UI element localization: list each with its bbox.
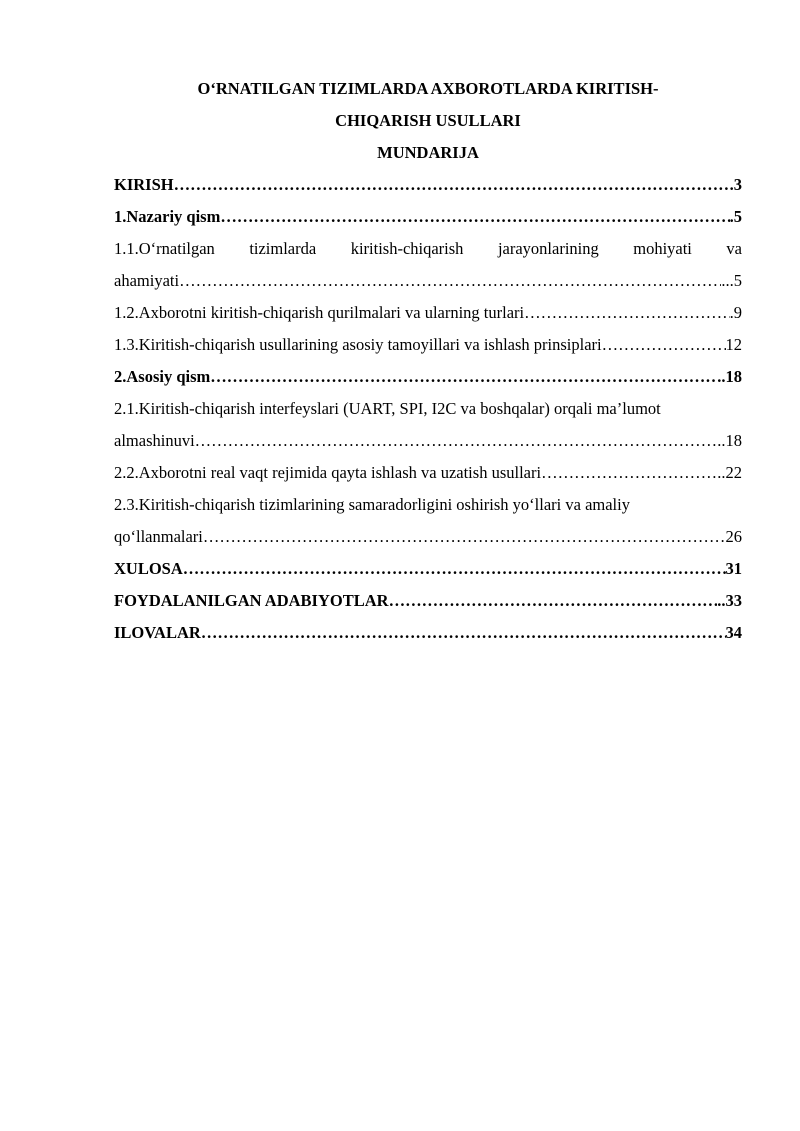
document-title-line-2: CHIQARISH USULLARI bbox=[335, 111, 521, 130]
toc-page-number: ..33 bbox=[717, 591, 742, 610]
toc-word: va bbox=[726, 239, 742, 258]
toc-leader-dots bbox=[602, 335, 726, 355]
toc-leader-dots bbox=[541, 463, 717, 483]
toc-leader-dots bbox=[201, 623, 726, 643]
toc-page-number: .5 bbox=[729, 207, 742, 226]
toc-entry-ilovalar[interactable] bbox=[114, 623, 742, 643]
toc-page-number: 26 bbox=[725, 527, 742, 546]
toc-entry-foydalanilgan-adabiyotlar[interactable] bbox=[114, 591, 742, 611]
toc-entry-label: XULOSA bbox=[114, 559, 183, 578]
toc-entry-label: 2.Asosiy qism bbox=[114, 367, 211, 386]
toc-entry-kirish[interactable] bbox=[114, 175, 742, 195]
toc-leader-dots bbox=[203, 527, 726, 547]
toc-page-number: .3 bbox=[729, 175, 742, 194]
toc-entry-label: FOYDALANILGAN ADABIYOTLAR bbox=[114, 591, 389, 610]
document-title-line-1: O‘RNATILGAN TIZIMLARDA AXBOROTLARDA KIRITISH- bbox=[197, 79, 659, 98]
toc-entry-label: 1.2.Axborotni kiritish-chiqarish qurilmalari va ularning turlari bbox=[114, 303, 525, 322]
toc-page-number: 31 bbox=[725, 559, 742, 578]
toc-entry-label: ahamiyati bbox=[114, 271, 180, 290]
toc-leader-dots bbox=[220, 207, 729, 227]
toc-word: mohiyati bbox=[633, 239, 692, 258]
toc-leader-dots bbox=[195, 431, 718, 451]
toc-entry-2-1-line-2[interactable] bbox=[114, 431, 742, 451]
toc-entry-2-2[interactable] bbox=[114, 463, 742, 483]
toc-page-number: .9 bbox=[729, 303, 742, 322]
toc-entry-2-1-line-1[interactable]: 2.1.Kiritish-chiqarish interfeyslari (UART, SPI, I2C va boshqalar) orqali ma’lumot bbox=[114, 399, 661, 418]
toc-leader-dots bbox=[179, 271, 721, 291]
toc-entry-1-2[interactable] bbox=[114, 303, 742, 323]
toc-leader-dots bbox=[210, 367, 717, 387]
toc-entry-2-3-line-1[interactable]: 2.3.Kiritish-chiqarish tizimlarining samaradorligini oshirish yo‘llari va amaliy bbox=[114, 495, 630, 514]
toc-word: tizimlarda bbox=[249, 239, 317, 258]
toc-entry-label: KIRISH bbox=[114, 175, 174, 194]
toc-word: 1.1.O‘rnatilgan bbox=[114, 239, 215, 258]
toc-entry-asosiy-qism[interactable] bbox=[114, 367, 742, 387]
toc-page-number: 12 bbox=[725, 335, 742, 354]
toc-heading: MUNDARIJA bbox=[377, 143, 479, 162]
toc-entry-label: almashinuvi bbox=[114, 431, 195, 450]
toc-word: kiritish-chiqarish bbox=[350, 239, 464, 258]
toc-entry-1-1-line-2[interactable] bbox=[114, 271, 742, 291]
toc-entry-label: 2.2.Axborotni real vaqt rejimida qayta ishlash va uzatish usullari bbox=[114, 463, 542, 482]
toc-entry-2-3-line-2[interactable] bbox=[114, 527, 742, 547]
toc-leader-dots bbox=[524, 303, 730, 323]
toc-page-number: ..22 bbox=[717, 463, 742, 482]
toc-entry-label: ILOVALAR bbox=[114, 623, 201, 642]
toc-entry-xulosa[interactable] bbox=[114, 559, 742, 579]
toc-entry-label: 1.Nazariy qism bbox=[114, 207, 221, 226]
toc-entry-1-3[interactable] bbox=[114, 335, 742, 355]
toc-entry-nazariy-qism[interactable] bbox=[114, 207, 742, 227]
toc-page-number: ...5 bbox=[721, 271, 742, 290]
toc-entry-label: qo‘llanmalari bbox=[114, 527, 203, 546]
toc-leader-dots bbox=[174, 175, 730, 195]
toc-leader-dots bbox=[183, 559, 726, 579]
toc-page-number: 34 bbox=[725, 623, 742, 642]
toc-word: jarayonlarining bbox=[497, 239, 599, 258]
toc-page-number: ..18 bbox=[717, 431, 742, 450]
toc-entry-1-1-line-1[interactable] bbox=[114, 239, 742, 259]
toc-page-number: ..18 bbox=[717, 367, 742, 386]
toc-entry-label: 1.3.Kiritish-chiqarish usullarining asosiy tamoyillari va ishlash prinsiplari bbox=[114, 335, 602, 354]
toc-leader-dots bbox=[389, 591, 718, 611]
